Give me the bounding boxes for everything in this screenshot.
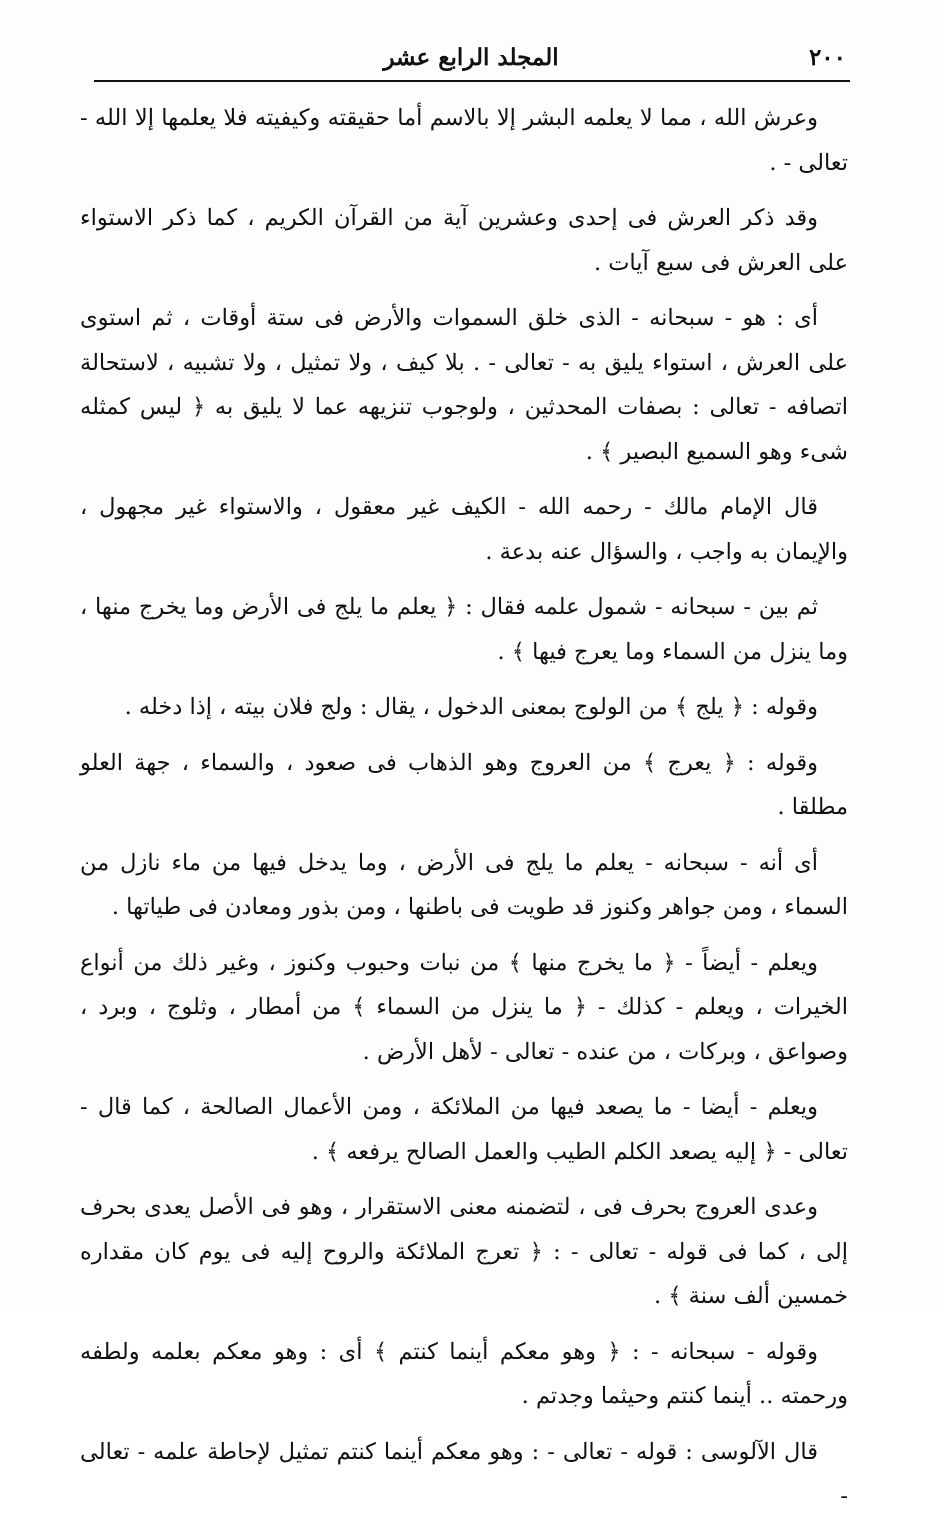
- paragraph: وقد ذكر العرش فى إحدى وعشرين آية من القرآن الكريم ، كما ذكر الاستواء على العرش فى سبع آيات .: [80, 205, 848, 276]
- page-number: ٢٠٠: [808, 44, 846, 71]
- paragraph: ويعلم - أيضا - ما يصعد فيها من الملائكة ، ومن الأعمال الصالحة ، كما قال - تعالى - ﴿ إليه يصعد الكلم الطيب والعمل الصالح يرفعه ﴾ .: [80, 1094, 848, 1165]
- paragraph: وعدى العروج بحرف فى ، لتضمنه معنى الاستقرار ، وهو فى الأصل يعدى بحرف إلى ، كما فى قوله - تعالى - : ﴿ تعرج الملائكة والروح إليه فى يوم كان مقداره خمسين ألف سنة ﴾ .: [80, 1194, 848, 1309]
- paragraph: ثم بين - سبحانه - شمول علمه فقال : ﴿ يعلم ما يلج فى الأرض وما يخرج منها ، وما ينزل من السماء وما يعرج فيها ﴾ .: [80, 594, 848, 665]
- paragraph: وعرش الله ، مما لا يعلمه البشر إلا بالاسم أما حقيقته وكيفيته فلا يعلمها إلا الله - تعالى - .: [80, 105, 848, 176]
- paragraph: أى أنه - سبحانه - يعلم ما يلج فى الأرض ، وما يدخل فيها من ماء نازل من السماء ، ومن جواهر وكنوز قد طويت فى باطنها ، ومن بذور ومعادن فى طياتها .: [80, 849, 848, 920]
- header-divider: [94, 80, 850, 82]
- paragraph: قال الآلوسى : قوله - تعالى - : وهو معكم أينما كنتم تمثيل لإحاطة علمه - تعالى -: [80, 1438, 848, 1509]
- paragraph: وقوله - سبحانه - : ﴿ وهو معكم أينما كنتم ﴾ أى : وهو معكم بعلمه ولطفه ورحمته .. أينما كنتم وحيثما وجدتم .: [80, 1338, 848, 1409]
- running-title: المجلد الرابع عشر: [383, 44, 559, 71]
- paragraph: وقوله : ﴿ يلج ﴾ من الولوج بمعنى الدخول ، يقال : ولج فلان بيته ، إذا دخله .: [124, 694, 818, 720]
- page-header: [96, 38, 846, 78]
- paragraph: ويعلم - أيضاً - ﴿ ما يخرج منها ﴾ من نبات وحبوب وكنوز ، وغير ذلك من أنواع الخيرات ، ويعلم - كذلك - ﴿ ما ينزل من السماء ﴾ من أمطار ، وثلوج ، وبرد ، وصواعق ، وبركات ، من عنده - تعالى - لأهل الأرض .: [80, 949, 848, 1065]
- body-text: [80, 96, 848, 1530]
- paragraph: وقوله : ﴿ يعرج ﴾ من العروج وهو الذهاب فى صعود ، والسماء ، جهة العلو مطلقا .: [80, 749, 848, 820]
- paragraph: قال الإمام مالك - رحمه الله - الكيف غير معقول ، والاستواء غير مجهول ، والإيمان به واجب ، والسؤال عنه بدعة .: [80, 494, 848, 565]
- paragraph: أى : هو - سبحانه - الذى خلق السموات والأرض فى ستة أوقات ، ثم استوى على العرش ، استواء يليق به - تعالى - . بلا كيف ، ولا تمثيل ، ولا تشبيه ، لاستحالة اتصافه - تعالى : بصفات المحدثين ، ولوجوب تنزيهه عما لا يليق به ﴿ ليس كمثله شىء وهو السميع البصير ﴾ .: [80, 305, 848, 465]
